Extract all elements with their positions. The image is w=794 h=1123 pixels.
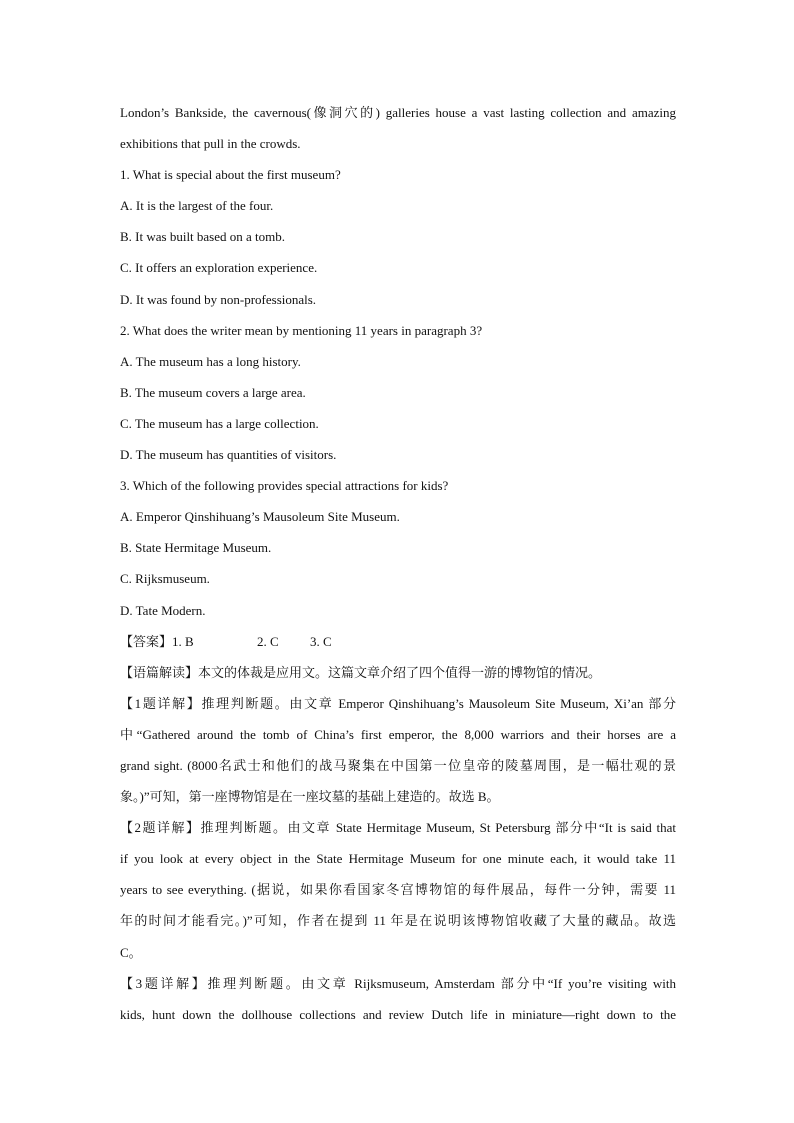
question-1-option-b: B. It was built based on a tomb.	[120, 229, 286, 245]
question-1-option-a: A. It is the largest of the four.	[120, 198, 274, 214]
explanation-q2-line: if you look at every object in the State Hermitage Museum for one minute each, it would take 11	[120, 851, 676, 867]
question-3-option-a: A. Emperor Qinshihuang’s Mausoleum Site Museum.	[120, 509, 400, 525]
explanation-q3-line: kids, hunt down the dollhouse collections and review Dutch life in miniature—right down to the	[120, 1006, 676, 1022]
question-3-option-c: C. Rijksmuseum.	[120, 571, 210, 587]
explanation-q1-line: 【1题详解】推理判断题。由文章 Emperor Qinshihuang’s Mausoleum Site Museum, Xi’an 部分	[120, 695, 676, 711]
question-2-option-d: D. The museum has quantities of visitors.	[120, 447, 337, 463]
question-stem-2: 2. What does the writer mean by mentioning 11 years in paragraph 3?	[120, 322, 483, 338]
question-3-option-d: D. Tate Modern.	[120, 602, 206, 618]
answer-line	[120, 626, 676, 657]
answer-item: 3. C	[310, 633, 332, 649]
passage-line: London’s Bankside, the cavernous(像洞穴的) galleries house a vast lasting collection and amazing	[120, 105, 676, 120]
explanation-q2-line: 【2题详解】推理判断题。由文章 State Hermitage Museum, St Petersburg 部分中“It is said that	[120, 820, 676, 836]
question-2-option-b: B. The museum covers a large area.	[120, 384, 306, 400]
answer-item: 1. B	[172, 633, 194, 649]
document-body	[120, 97, 676, 1030]
answer-item: 2. C	[257, 633, 279, 649]
explanation-q1-line: 象。)”可知，第一座博物馆是在一座坟墓的基础上建造的。故选 B。	[120, 789, 500, 805]
explanation-q2-line: years to see everything. (据说，如果你看国家冬宫博物馆的每件展品，每件一分钟，需要 11	[120, 882, 676, 898]
passage-line: exhibitions that pull in the crowds.	[120, 136, 301, 152]
explanation-q1-line: 中“Gathered around the tomb of China’s first emperor, the 8,000 warriors and their horses are a	[120, 726, 676, 742]
question-3-option-b: B. State Hermitage Museum.	[120, 540, 272, 556]
answer-label: 【答案】	[120, 633, 173, 649]
question-stem-1: 1. What is special about the first museum?	[120, 167, 341, 183]
explanation-q3-line: 【3题详解】推理判断题。由文章 Rijksmuseum, Amsterdam 部分中“If you’re visiting with	[120, 975, 676, 991]
explanation-q2-line: 年的时间才能看完。)”可知，作者在提到 11 年是在说明该博物馆收藏了大量的藏品。故选	[120, 913, 676, 929]
question-1-option-d: D. It was found by non-professionals.	[120, 291, 317, 307]
explanation-q1-line: grand sight. (8000名武士和他们的战马聚集在中国第一位皇帝的陵墓周围，是一幅壮观的景	[120, 757, 676, 773]
question-stem-3: 3. Which of the following provides special attractions for kids?	[120, 478, 449, 494]
explanation-q2-line: C。	[120, 944, 142, 960]
reading-summary: 【语篇解读】本文的体裁是应用文。这篇文章介绍了四个值得一游的博物馆的情况。	[120, 664, 602, 680]
question-1-option-c: C. It offers an exploration experience.	[120, 260, 318, 276]
question-2-option-a: A. The museum has a long history.	[120, 353, 301, 369]
question-2-option-c: C. The museum has a large collection.	[120, 415, 319, 431]
